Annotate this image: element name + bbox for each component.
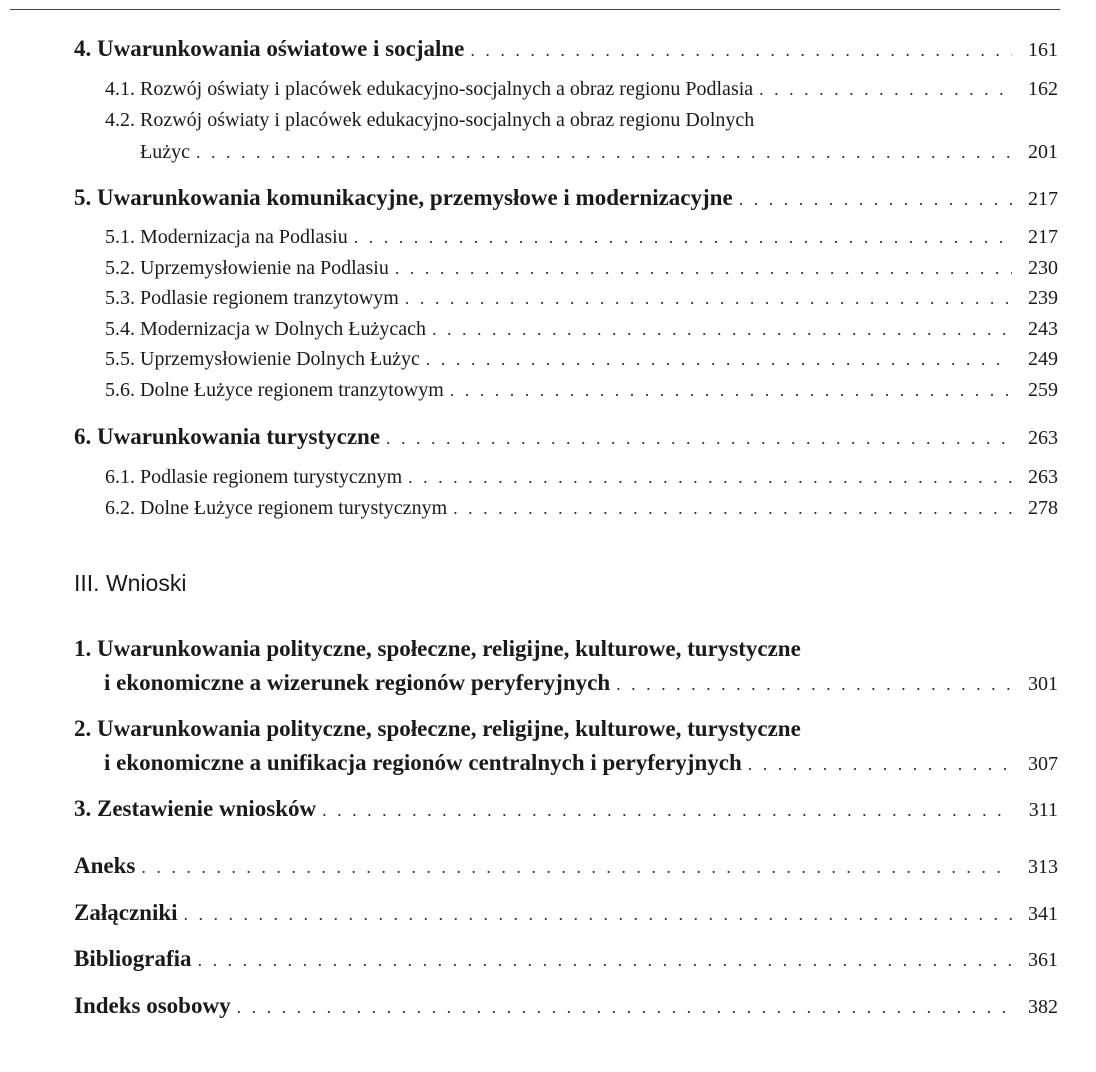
toc-entry-4[interactable] bbox=[74, 36, 1058, 62]
toc-entry-6-1[interactable] bbox=[74, 466, 1058, 489]
leader-dots bbox=[759, 79, 1012, 100]
toc-page-number: 301 bbox=[1028, 673, 1058, 695]
leader-dots bbox=[395, 258, 1012, 279]
toc-indeks-osobowy[interactable] bbox=[74, 993, 1058, 1019]
toc-entry-4-2-line2[interactable] bbox=[74, 141, 1058, 164]
toc-page-number: 361 bbox=[1028, 949, 1058, 971]
leader-dots bbox=[322, 800, 1012, 821]
toc-entry-6[interactable] bbox=[74, 424, 1058, 450]
toc-entry-title: 6.2. Dolne Łużyce regionem turystycznym bbox=[105, 497, 448, 519]
toc-entry-title: 6. Uwarunkowania turystyczne bbox=[74, 424, 381, 449]
toc-entry-title: Aneks bbox=[74, 853, 136, 878]
toc-entry-title: 5.3. Podlasie regionem tranzytowym bbox=[105, 287, 399, 309]
toc-page-number: 313 bbox=[1028, 856, 1058, 878]
leader-dots bbox=[196, 142, 1012, 163]
leader-dots bbox=[184, 904, 1012, 925]
toc-page-number: 382 bbox=[1028, 996, 1058, 1018]
toc-entry-5-4[interactable] bbox=[74, 318, 1058, 341]
toc-page-number: 201 bbox=[1028, 141, 1058, 163]
toc-entry-5[interactable] bbox=[74, 185, 1058, 211]
toc-entry-title: 6.1. Podlasie regionem turystycznym bbox=[105, 466, 403, 488]
leader-dots bbox=[426, 349, 1012, 370]
toc-page-number: 162 bbox=[1028, 78, 1058, 100]
toc-aneks[interactable] bbox=[74, 853, 1058, 879]
toc-page-number: 161 bbox=[1028, 39, 1058, 61]
toc-entry-title: 5.6. Dolne Łużyce regionem tranzytowym bbox=[105, 379, 444, 401]
leader-dots bbox=[739, 189, 1012, 210]
leader-dots bbox=[237, 997, 1012, 1018]
toc-entry-5-2[interactable] bbox=[74, 257, 1058, 280]
leader-dots bbox=[470, 40, 1012, 61]
toc-page-number: 307 bbox=[1028, 753, 1058, 775]
toc-entry-title: Bibliografia bbox=[74, 946, 192, 971]
toc-conclusion-1-line1[interactable]: 1. Uwarunkowania polityczne, społeczne, religijne, kulturowe, turystyczne bbox=[74, 636, 801, 661]
toc-entry-5-6[interactable] bbox=[74, 379, 1058, 402]
toc-entry-title: i ekonomiczne a wizerunek regionów peryferyjnych bbox=[104, 670, 611, 695]
toc-entry-title: 5.1. Modernizacja na Podlasiu bbox=[105, 226, 348, 248]
toc-page-number: 311 bbox=[1028, 799, 1058, 821]
toc-entry-title: Indeks osobowy bbox=[74, 993, 231, 1018]
toc-entry-4-2-line1[interactable]: 4.2. Rozwój oświaty i placówek edukacyjno-socjalnych a obraz regionu Dolnych bbox=[105, 109, 755, 131]
top-rule bbox=[10, 9, 1060, 10]
leader-dots bbox=[748, 754, 1012, 775]
toc-entry-title: Załączniki bbox=[74, 900, 178, 925]
leader-dots bbox=[408, 467, 1012, 488]
toc-entry-5-1[interactable] bbox=[74, 226, 1058, 249]
toc-entry-5-3[interactable] bbox=[74, 287, 1058, 310]
toc-entry-title: 5.4. Modernizacja w Dolnych Łużycach bbox=[105, 318, 426, 340]
toc-entry-6-2[interactable] bbox=[74, 497, 1058, 520]
toc-page-number: 341 bbox=[1028, 903, 1058, 925]
toc-page-number: 230 bbox=[1028, 257, 1058, 279]
toc-page-number: 217 bbox=[1028, 188, 1058, 210]
toc-conclusion-1-line2[interactable] bbox=[74, 670, 1058, 696]
toc-entry-title: 4.1. Rozwój oświaty i placówek edukacyjno-socjalnych a obraz regionu Podlasia bbox=[105, 78, 754, 100]
toc-bibliografia[interactable] bbox=[74, 946, 1058, 972]
toc-page-number: 263 bbox=[1028, 466, 1058, 488]
toc-page-number: 243 bbox=[1028, 318, 1058, 340]
leader-dots bbox=[453, 498, 1012, 519]
leader-dots bbox=[432, 319, 1012, 340]
toc-conclusion-2-line2[interactable] bbox=[74, 750, 1058, 776]
leader-dots bbox=[405, 288, 1012, 309]
toc-page-number: 239 bbox=[1028, 287, 1058, 309]
section-heading: III. Wnioski bbox=[74, 570, 187, 596]
toc-entry-title: 5. Uwarunkowania komunikacyjne, przemysłowe i modernizacyjne bbox=[74, 185, 733, 210]
toc-conclusion-2-line1[interactable]: 2. Uwarunkowania polityczne, społeczne, religijne, kulturowe, turystyczne bbox=[74, 716, 801, 741]
leader-dots bbox=[386, 428, 1012, 449]
toc-entry-title: 5.5. Uprzemysłowienie Dolnych Łużyc bbox=[105, 348, 420, 370]
toc-entry-5-5[interactable] bbox=[74, 348, 1058, 371]
toc-page-number: 217 bbox=[1028, 226, 1058, 248]
toc-entry-title: Łużyc bbox=[140, 141, 190, 163]
leader-dots bbox=[354, 227, 1012, 248]
toc-page-number: 249 bbox=[1028, 348, 1058, 370]
toc-entry-title: 3. Zestawienie wniosków bbox=[74, 796, 317, 821]
toc-page-number: 263 bbox=[1028, 427, 1058, 449]
toc-page-number: 278 bbox=[1028, 497, 1058, 519]
toc-zalaczniki[interactable] bbox=[74, 900, 1058, 926]
leader-dots bbox=[141, 857, 1012, 878]
toc-conclusion-3[interactable] bbox=[74, 796, 1058, 822]
toc-entry-title: 5.2. Uprzemysłowienie na Podlasiu bbox=[105, 257, 389, 279]
toc-entry-4-1[interactable] bbox=[74, 78, 1058, 101]
leader-dots bbox=[616, 674, 1012, 695]
toc-entry-title: 4. Uwarunkowania oświatowe i socjalne bbox=[74, 36, 465, 61]
toc-entry-title: i ekonomiczne a unifikacja regionów centralnych i peryferyjnych bbox=[104, 750, 742, 775]
toc-page-number: 259 bbox=[1028, 379, 1058, 401]
leader-dots bbox=[198, 950, 1012, 971]
leader-dots bbox=[450, 380, 1012, 401]
